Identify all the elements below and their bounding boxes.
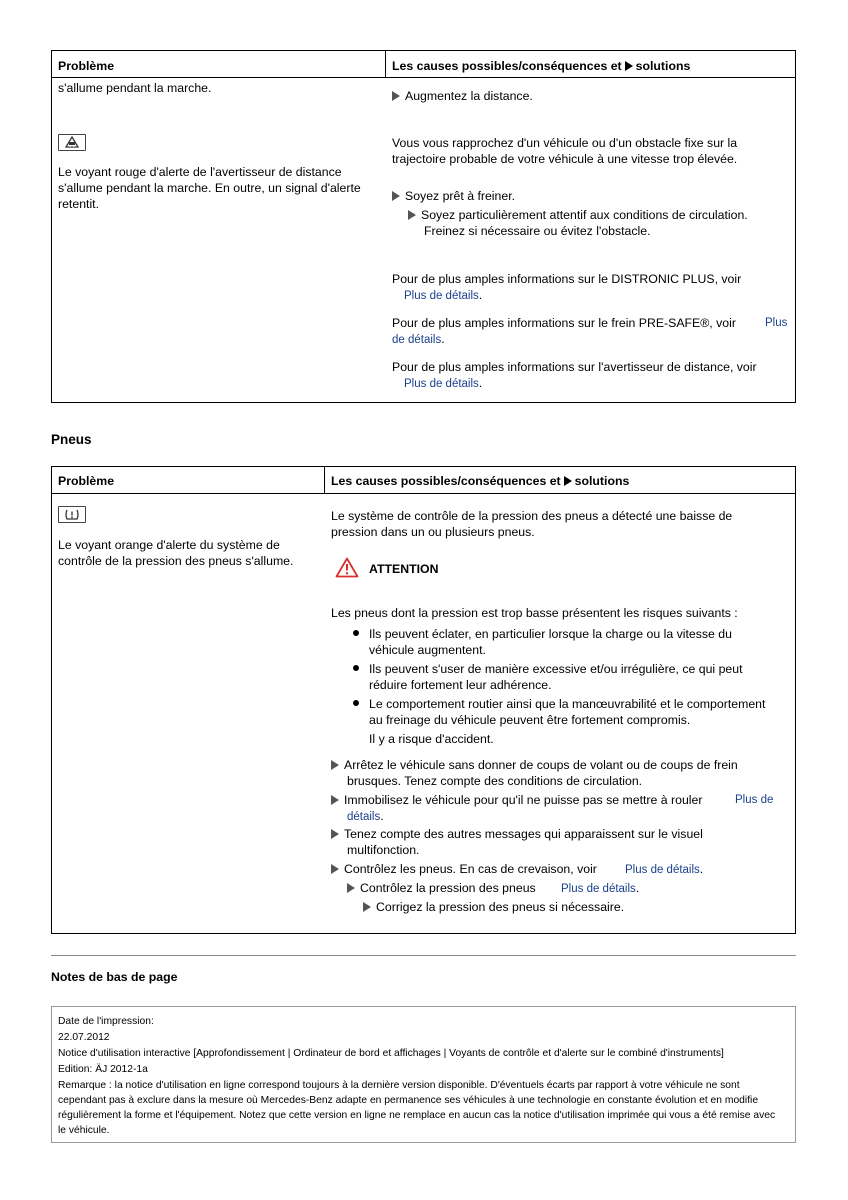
step-arrow-icon <box>331 795 339 805</box>
problem-text: contrôle de la pression des pneus s'allume. <box>58 554 294 568</box>
risk-item-cont: réduire fortement leur adhérence. <box>369 678 552 692</box>
tire-pressure-icon <box>58 506 86 523</box>
footnote-line: régulièrement la forme et l'équipement. Notez que cette version en ligne ne remplace en aucun cas la notice d'utilisation imprimée qui vous a été remise avec <box>58 1110 776 1121</box>
footnote-line: cependant pas à exclure dans la mesure où Mercedes-Benz adapte en permanence ses véhicules à une technologie en constante évolution et en modifie <box>58 1095 759 1106</box>
risks-intro: Les pneus dont la pression est trop basse présentent les risques suivants : <box>331 606 738 620</box>
column-header-probleme: Problème <box>58 59 115 73</box>
action-step: Arrêtez le véhicule sans donner de coups de volant ou de coups de frein <box>331 757 738 773</box>
footnote-line: 22.07.2012 <box>58 1032 110 1043</box>
footnote-line: le véhicule. <box>58 1125 110 1136</box>
bullet-icon <box>353 665 359 671</box>
footnote-line: Date de l'impression: <box>58 1016 154 1027</box>
step-arrow-icon <box>347 883 355 893</box>
info-link-line: de détails. <box>392 332 445 346</box>
arrow-icon <box>625 61 633 71</box>
cause-text: pression dans un ou plusieurs pneus. <box>331 525 535 539</box>
table-column-divider <box>385 50 386 78</box>
action-step-cont: brusques. Tenez compte des conditions de circulation. <box>347 774 643 788</box>
info-avertisseur: Pour de plus amples informations sur l'avertisseur de distance, voir <box>392 360 757 374</box>
arrow-icon <box>564 476 572 486</box>
cause-text: Vous vous rapprochez d'un véhicule ou d'un obstacle fixe sur la <box>392 136 738 150</box>
problem-text: s'allume pendant la marche. En outre, un signal d'alerte <box>58 181 361 195</box>
link-line: Plus de détails. <box>561 881 640 895</box>
action-step: Augmentez la distance. <box>392 88 533 104</box>
footnote-line: Remarque : la notice d'utilisation en ligne correspond toujours à la dernière version disponible. D'éventuels écarts par rapport à votre véhicule ne sont <box>58 1080 740 1091</box>
action-step: Soyez prêt à freiner. <box>392 188 515 204</box>
info-distronic: Pour de plus amples informations sur le DISTRONIC PLUS, voir <box>392 272 742 286</box>
cause-text: Le système de contrôle de la pression des pneus a détecté une baisse de <box>331 509 733 523</box>
risk-item-cont: Il y a risque d'accident. <box>369 732 494 746</box>
sub-step: Contrôlez la pression des pneus <box>347 880 536 896</box>
section-title-pneus: Pneus <box>51 432 92 447</box>
footnote-line: Notice d'utilisation interactive [Approfondissement | Ordinateur de bord et affichages | Voyants de contrôle et d'alerte sur le combiné d'instruments] <box>58 1048 724 1059</box>
step-arrow-icon <box>408 210 416 220</box>
bullet-icon <box>353 630 359 636</box>
footnotes-title: Notes de bas de page <box>51 970 178 984</box>
details-link[interactable]: Plus de détails <box>561 883 636 895</box>
column-header-probleme: Problème <box>58 474 115 488</box>
details-link[interactable]: de détails <box>392 334 442 346</box>
details-link[interactable]: Plus de détails <box>404 378 479 390</box>
column-header-causes: Les causes possibles/conséquences et solutions <box>331 474 630 488</box>
action-step-cont: multifonction. <box>347 843 420 857</box>
details-link[interactable]: Plus <box>765 317 788 329</box>
info-link-line: Plus de détails. <box>404 376 483 390</box>
risk-item-cont: au freinage du véhicule peuvent être fortement compromis. <box>369 713 691 727</box>
action-step: Tenez compte des autres messages qui apparaissent sur le visuel <box>331 826 703 842</box>
table-column-divider <box>324 466 325 494</box>
action-step: Contrôlez les pneus. En cas de crevaison, voir <box>331 861 597 877</box>
table-header-divider <box>51 493 796 494</box>
risk-item: Ils peuvent s'user de manière excessive et/ou irrégulière, ce qui peut <box>369 662 743 676</box>
footnote-divider <box>51 955 796 956</box>
problem-text: s'allume pendant la marche. <box>58 81 212 95</box>
cause-text: trajectoire probable de votre véhicule à une vitesse trop élevée. <box>392 152 738 166</box>
action-step-cont: détails. <box>347 809 384 823</box>
details-link[interactable]: Plus de détails <box>625 864 700 876</box>
info-link-line: Plus de détails. <box>404 288 483 302</box>
details-link[interactable]: Plus de détails <box>404 290 479 302</box>
step-arrow-icon <box>392 191 400 201</box>
sub-step-cont: Freinez si nécessaire ou évitez l'obstacle. <box>424 224 651 238</box>
warning-triangle-icon <box>335 557 359 582</box>
footnote-line: Edition: ÄJ 2012-1a <box>58 1064 148 1075</box>
step-arrow-icon <box>392 91 400 101</box>
column-header-causes: Les causes possibles/conséquences et solutions <box>392 59 691 73</box>
problem-text: Le voyant orange d'alerte du système de <box>58 538 280 552</box>
risk-item: Ils peuvent éclater, en particulier lorsque la charge ou la vitesse du <box>369 627 732 641</box>
step-arrow-icon <box>331 864 339 874</box>
problem-text: retentit. <box>58 197 100 211</box>
risk-item: Le comportement routier ainsi que la manœuvrabilité et le comportement <box>369 697 766 711</box>
info-presafe: Pour de plus amples informations sur le frein PRE-SAFE®, voir <box>392 316 736 330</box>
table-header-divider <box>51 77 796 78</box>
details-link[interactable]: détails <box>347 811 381 823</box>
risk-item-cont: véhicule augmentent. <box>369 643 486 657</box>
problem-text: Le voyant rouge d'alerte de l'avertisseur de distance <box>58 165 342 179</box>
distance-warning-icon <box>58 134 86 151</box>
bullet-icon <box>353 700 359 706</box>
attention-label: ATTENTION <box>369 562 439 576</box>
link-line: Plus de détails. <box>625 862 704 876</box>
action-step: Immobilisez le véhicule pour qu'il ne puisse pas se mettre à rouler <box>331 792 702 808</box>
step-arrow-icon <box>331 760 339 770</box>
details-link[interactable]: Plus de <box>735 794 774 806</box>
step-arrow-icon <box>363 902 371 912</box>
sub-sub-step: Corrigez la pression des pneus si nécessaire. <box>363 899 624 915</box>
sub-step: Soyez particulièrement attentif aux conditions de circulation. <box>408 207 748 223</box>
step-arrow-icon <box>331 829 339 839</box>
